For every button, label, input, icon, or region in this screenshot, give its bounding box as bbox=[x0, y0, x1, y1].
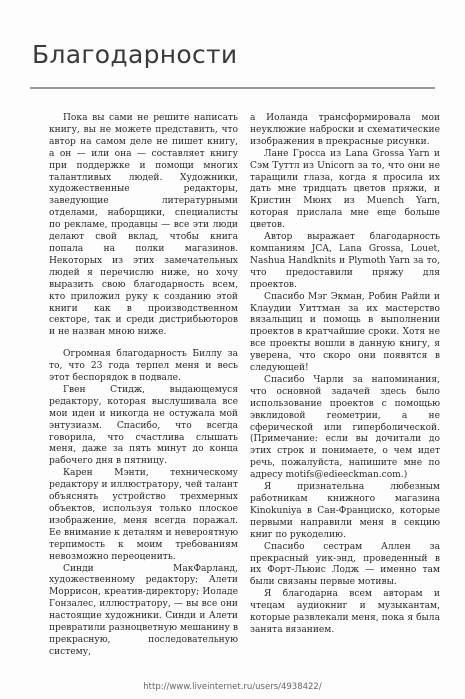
title-divider bbox=[30, 87, 435, 89]
paragraph-charlie: Спасибо Чарли за напоминания, что основной задачей здесь было использование проектов с помощью эвклидовой геометрии, а не сферической или гиперболической. (Примечание: если вы дочитали до этих строк и понимаете, о чем идет речь, пожалуйста, напишите мне по адресу motifs@edieeckman.com.) bbox=[250, 374, 440, 481]
paragraph-knitters: Спасибо Мэг Экман, Робин Райли и Клаудии Уиттман за их мастерство вязальщиц и помощь в выполнении проектов в кратчайшие сроки. Хотя не все проекты вошли в данную книгу, я уверена, что скоро они появятся в следующей! bbox=[250, 291, 440, 374]
footer-url[interactable]: http://www.liveinternet.ru/users/4938422/ bbox=[143, 682, 322, 692]
paragraph-bookstore: Я признательна любезным работникам книжного магазина Kinokuniya в Сан-Франциско, которые первыми направили меня в секцию книг по рукоделию. bbox=[250, 482, 440, 540]
paragraph-bill: Огромная благодарность Биллу за то, что 23 года терпел меня и весь этот беспорядок в подвале. bbox=[49, 349, 238, 384]
paragraph-cindy: Синди МакФарланд, художественному редактору; Алети Моррисон, креатив-директору; Иоладе Гонзалес, иллюстратору, — вы все они настоящие художники. Синди и Алети превратили разноцветную мешанину в прекрасную, последовательную систему, bbox=[49, 563, 238, 657]
paragraph-gwen: Гвен Стидж, выдающемуся редактору, которая выслушивала все мои идеи и никогда не остужала мой энтузиазм. Спасибо, что всегда говорила, что счастлива слышать меня, даже за пять минут до конца рабочего дня в пятницу. bbox=[49, 384, 238, 467]
page-title: Благодарности bbox=[32, 40, 238, 69]
paragraph-yolanda-cont: а Иоланда трансформировала мои неуклюжие наброски и схематические изображения в прекрасные рисунки. bbox=[250, 113, 440, 147]
right-column bbox=[250, 113, 440, 637]
paragraph-karen: Карен Мэнти, техническому редактору и иллюстратору, чей талант объяснять устройство трехмерных объектов, используя только плоское изображение, меня всегда поражал. Ее внимание к деталям и невероятную терпимость к моим требованиям невозможно переоценить. bbox=[49, 468, 238, 562]
paragraph-intro: Пока вы сами не решите написать книгу, вы не можете представить, что автор на самом деле не пишет книгу, а он — или она — составляет книгу при поддержке и помощи многих талантливых людей. Художники, художественные редакторы, заведующие литературными отделами, наборщики, специалисты по рекламе, продавцы — все эти люди делают свой вклад, чтобы книга попала на полки магазинов. Некоторых из этих замечательных людей я перечислю ниже, но хочу выразить свою благодарность всем, кто приложил руку к созданию этой книги как в производственном секторе, так и среди дистрибьюторов и не назван мною ниже. bbox=[49, 113, 238, 338]
paragraph-companies: Автор выражает благодарность компаниям JCA, Lana Grossa, Louet, Nashua Handknits и Plymoth Yarn за то, что предоставили пряжу для проектов. bbox=[250, 232, 440, 290]
left-column bbox=[49, 113, 238, 659]
paragraph-audiobooks: Я благодарна всем авторам и чтецам аудиокниг и музыкантам, которые развлекали меня, пока я была занята вязанием. bbox=[250, 589, 440, 635]
paragraph-yarn-thanks: Лане Гросса из Lana Grossa Yarn и Сэм Туттл из Unicorn за то, что они не таращили глаза, когда я просила их дать мне тридцать цветов пряжи, и Кристин Мюнх из Muench Yarn, которая прислала мне еще больше цветов. bbox=[250, 148, 440, 231]
paragraph-allen-sisters: Спасибо сестрам Аллен за прекрасный уик-энд, проведенный в их Форт-Льюис Лодж — именно там были связаны первые мотивы. bbox=[250, 541, 440, 588]
